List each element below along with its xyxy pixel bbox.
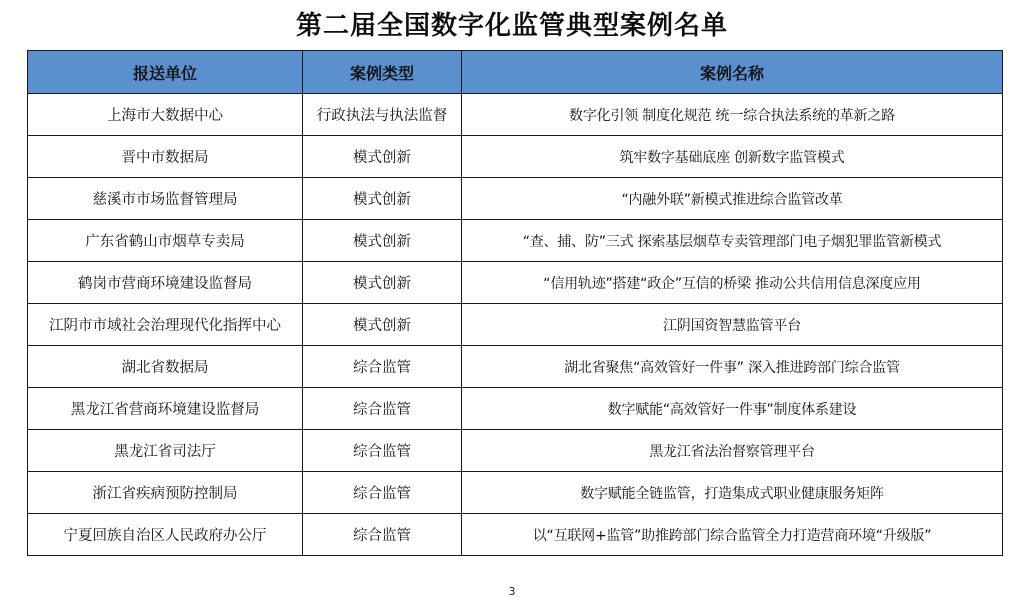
cell-case-type: 综合监管 — [303, 388, 462, 430]
table-row — [28, 514, 1003, 556]
table-header — [28, 51, 1003, 94]
header-reporting-unit: 报送单位 — [28, 51, 303, 94]
table-row — [28, 136, 1003, 178]
table-row — [28, 220, 1003, 262]
cell-case-name: 江阴国资智慧监管平台 — [462, 304, 1003, 346]
cell-reporting-unit: 黑龙江省司法厅 — [28, 430, 303, 472]
cell-case-type: 模式创新 — [303, 304, 462, 346]
table-row — [28, 346, 1003, 388]
table-row — [28, 472, 1003, 514]
cell-case-type: 综合监管 — [303, 514, 462, 556]
cell-case-type: 综合监管 — [303, 346, 462, 388]
cell-reporting-unit: 宁夏回族自治区人民政府办公厅 — [28, 514, 303, 556]
header-row — [28, 51, 1003, 94]
cases-table — [27, 50, 1003, 556]
cell-reporting-unit: 浙江省疾病预防控制局 — [28, 472, 303, 514]
cell-case-type: 综合监管 — [303, 430, 462, 472]
header-case-type: 案例类型 — [303, 51, 462, 94]
cell-case-name: 数字赋能全链监管，打造集成式职业健康服务矩阵 — [462, 472, 1003, 514]
cell-case-name: 筑牢数字基础底座 创新数字监管模式 — [462, 136, 1003, 178]
page-title: 第二届全国数字化监管典型案例名单 — [295, 11, 728, 41]
cell-case-name: “内融外联”新模式推进综合监管改革 — [462, 178, 1003, 220]
cell-case-name: 黑龙江省法治督察管理平台 — [462, 430, 1003, 472]
table-row — [28, 388, 1003, 430]
cell-case-name: 湖北省聚焦“高效管好一件事” 深入推进跨部门综合监管 — [462, 346, 1003, 388]
table-row — [28, 304, 1003, 346]
table-row — [28, 94, 1003, 136]
cell-reporting-unit: 广东省鹤山市烟草专卖局 — [28, 220, 303, 262]
cell-case-name: 数字化引领 制度化规范 统一综合执法系统的革新之路 — [462, 94, 1003, 136]
cell-case-name: 以“互联网+监管”助推跨部门综合监管全力打造营商环境“升级版” — [462, 514, 1003, 556]
table-body — [28, 94, 1003, 556]
cell-reporting-unit: 慈溪市市场监督管理局 — [28, 178, 303, 220]
table-row — [28, 178, 1003, 220]
cell-case-type: 综合监管 — [303, 472, 462, 514]
page-number: 3 — [508, 585, 516, 598]
cell-case-type: 模式创新 — [303, 178, 462, 220]
cell-case-name: “查、捕、防”三式 探索基层烟草专卖管理部门电子烟犯罪监管新模式 — [462, 220, 1003, 262]
cell-reporting-unit: 鹤岗市营商环境建设监督局 — [28, 262, 303, 304]
cell-reporting-unit: 黑龙江省营商环境建设监督局 — [28, 388, 303, 430]
cell-reporting-unit: 晋中市数据局 — [28, 136, 303, 178]
table-row — [28, 430, 1003, 472]
cell-case-name: “信用轨迹”搭建“政企”互信的桥梁 推动公共信用信息深度应用 — [462, 262, 1003, 304]
cell-case-type: 模式创新 — [303, 220, 462, 262]
cell-case-type: 模式创新 — [303, 136, 462, 178]
cell-case-type: 模式创新 — [303, 262, 462, 304]
cell-reporting-unit: 江阴市市域社会治理现代化指挥中心 — [28, 304, 303, 346]
table-row — [28, 262, 1003, 304]
cell-reporting-unit: 湖北省数据局 — [28, 346, 303, 388]
header-case-name: 案例名称 — [462, 51, 1003, 94]
cell-reporting-unit: 上海市大数据中心 — [28, 94, 303, 136]
cell-case-name: 数字赋能“高效管好一件事”制度体系建设 — [462, 388, 1003, 430]
cell-case-type: 行政执法与执法监督 — [303, 94, 462, 136]
